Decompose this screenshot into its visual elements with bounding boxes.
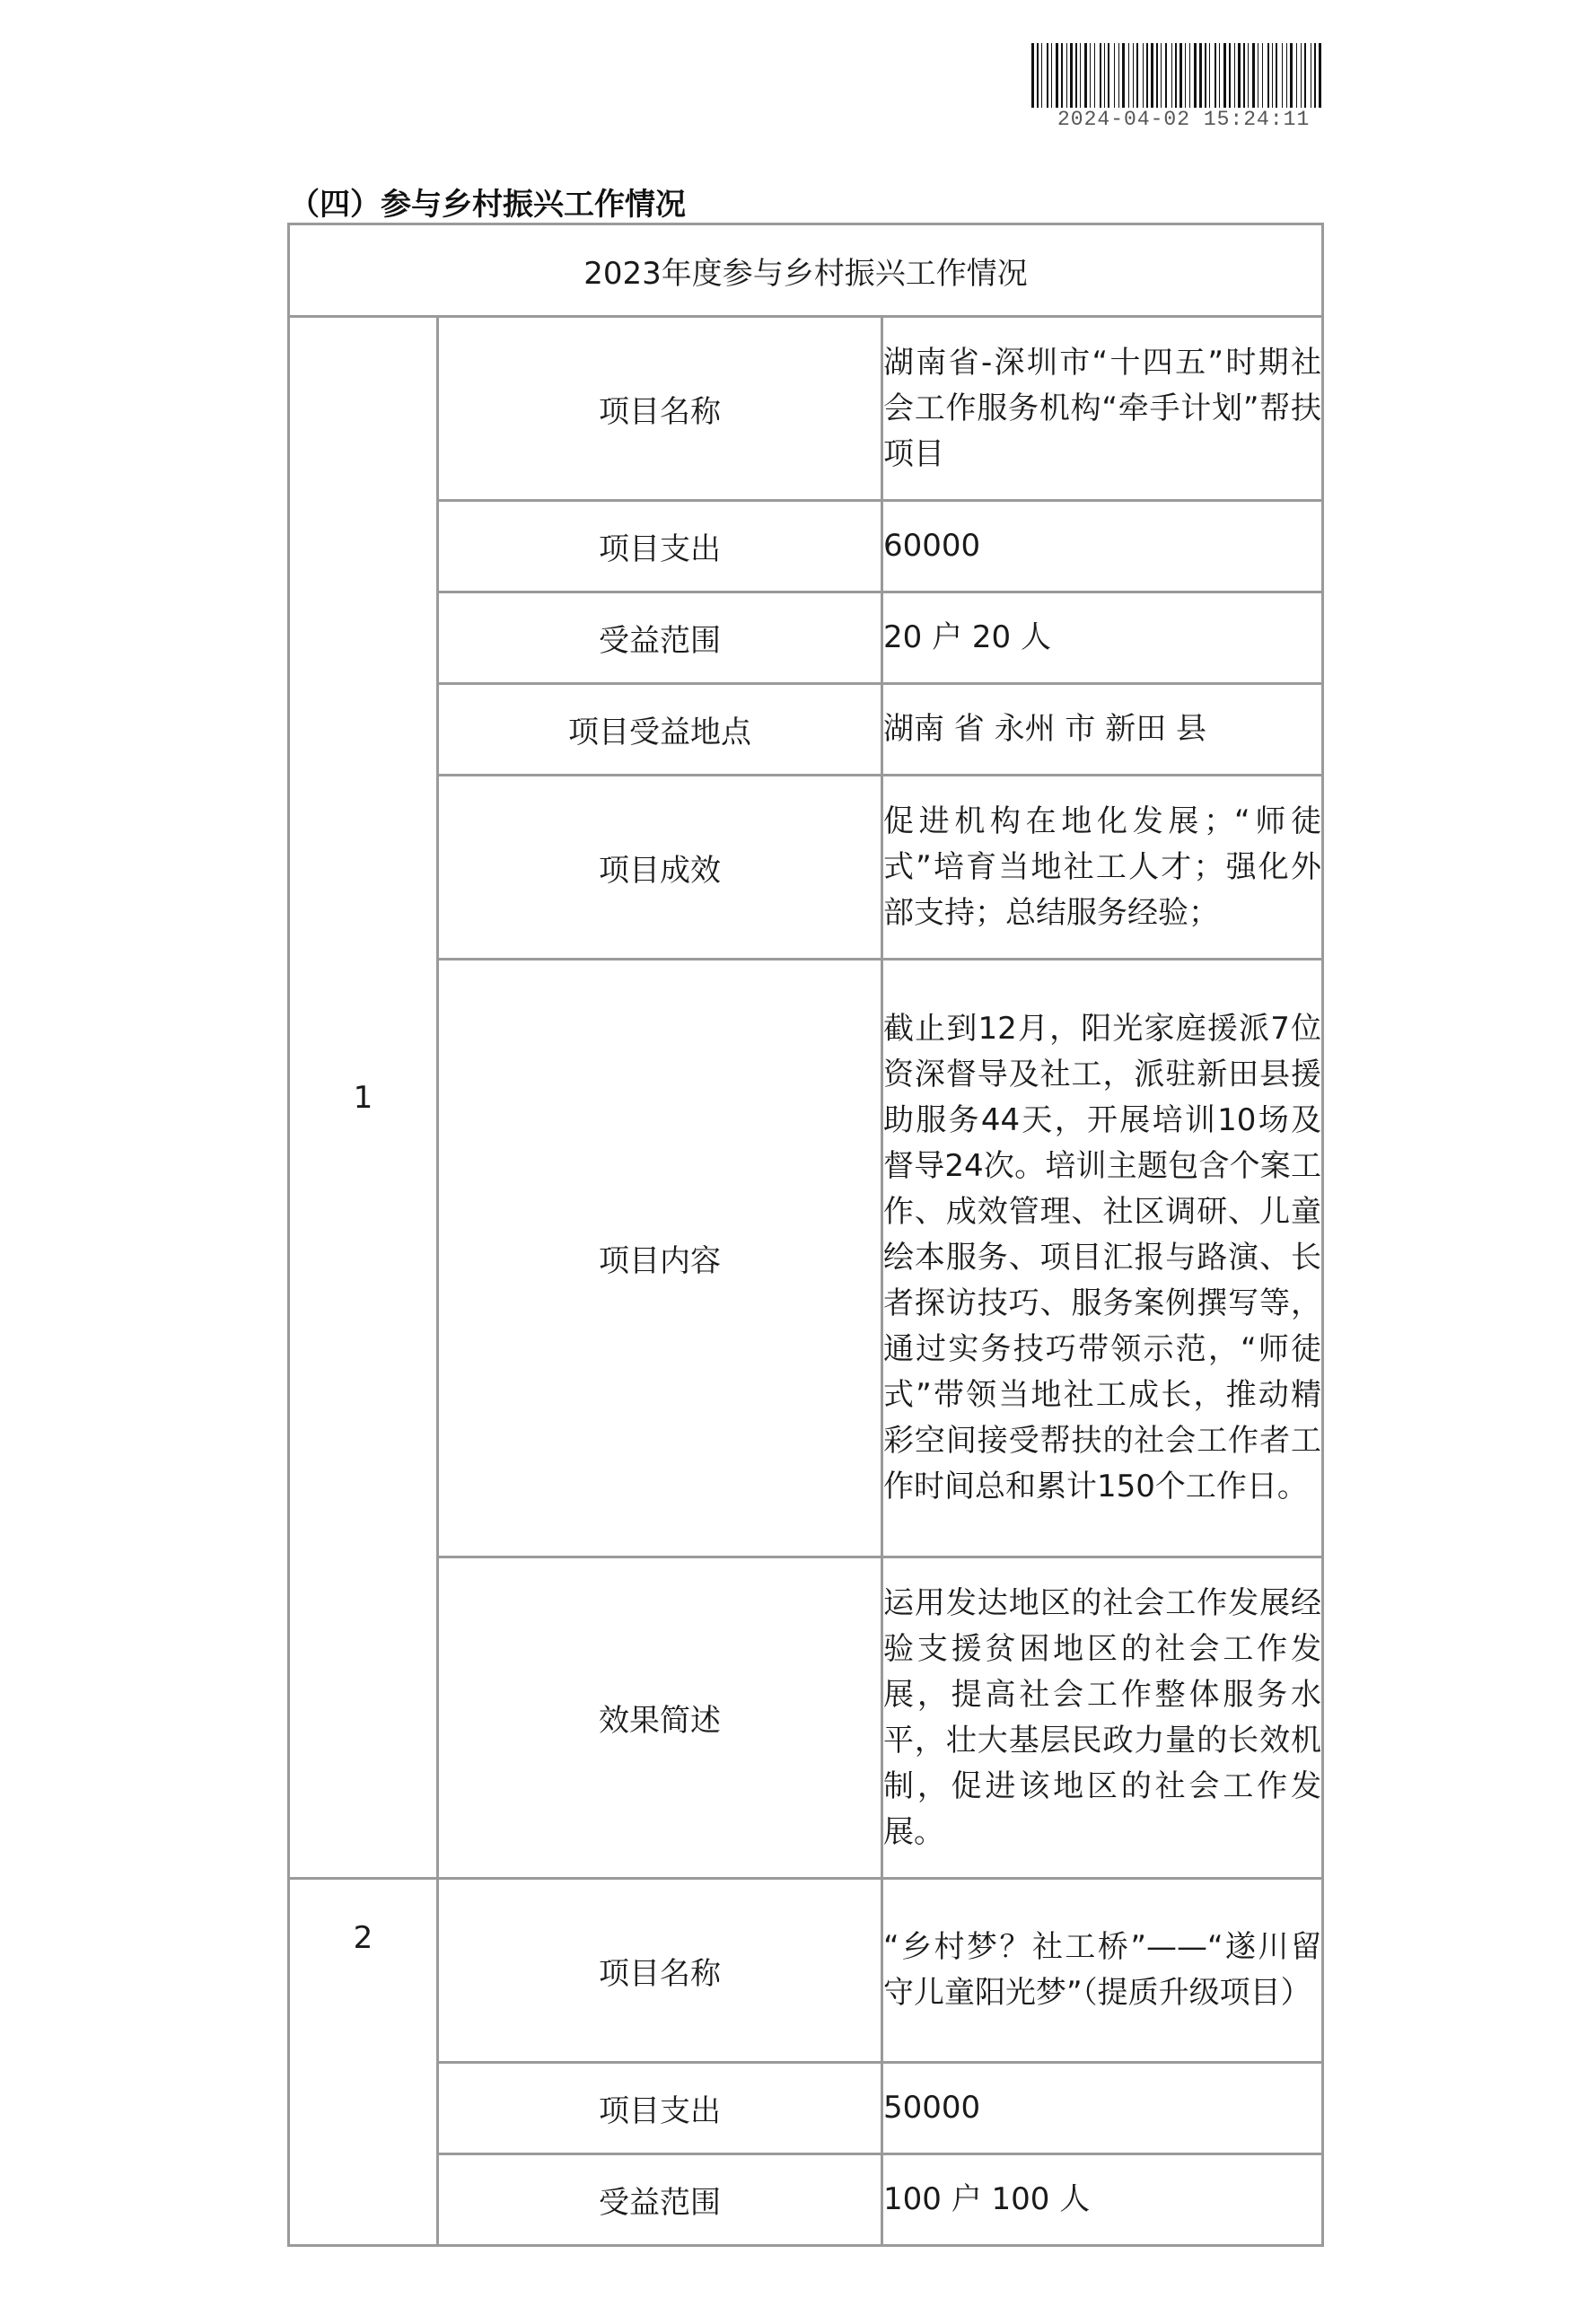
row-value: “乡村梦？社工桥”——“遂川留守儿童阳光梦”（提质升级项目） [882,1879,1323,2063]
row-label: 项目受益地点 [438,684,882,776]
row-label: 项目名称 [438,317,882,501]
row-label: 受益范围 [438,2154,882,2246]
table-row [289,592,1323,684]
row-value: 100 户 100 人 [882,2154,1323,2246]
row-value: 运用发达地区的社会工作发展经验支援贫困地区的社会工作发展，提高社会工作整体服务水平，壮大基层民政力量的长效机制，促进该地区的社会工作发展。 [882,1557,1323,1879]
row-label: 效果简述 [438,1557,882,1879]
table-title: 2023年度参与乡村振兴工作情况 [289,224,1323,317]
table-row [289,2063,1323,2154]
row-value: 湖南 省 永州 市 新田 县 [882,684,1323,776]
rural-revitalization-table [287,223,1324,2247]
row-label: 项目成效 [438,776,882,960]
table-row [289,684,1323,776]
table-header-row [289,224,1323,317]
row-label: 受益范围 [438,592,882,684]
table-row [289,776,1323,960]
table-row [289,1557,1323,1879]
row-value: 湖南省-深圳市“十四五”时期社会工作服务机构“牵手计划”帮扶项目 [882,317,1323,501]
row-value: 20 户 20 人 [882,592,1323,684]
row-value: 50000 [882,2063,1323,2154]
table-row [289,501,1323,592]
row-label: 项目支出 [438,501,882,592]
row-label: 项目内容 [438,960,882,1557]
table-row [289,317,1323,501]
row-label: 项目支出 [438,2063,882,2154]
row-value: 截止到12月，阳光家庭援派7位资深督导及社工，派驻新田县援助服务44天，开展培训10场及督导24次。培训主题包含个案工作、成效管理、社区调研、儿童绘本服务、项目汇报与路演、长者探访技巧、服务案例撰写等，通过实务技巧带领示范，“师徒式”带领当地社工成长，推动精彩空间接受帮扶的社会工作者工作时间总和累计150个工作日。 [882,960,1323,1557]
table-row [289,960,1323,1557]
barcode-image [1031,43,1321,108]
print-timestamp: 2024-04-02 15:24:11 [1057,108,1311,131]
row-label: 项目名称 [438,1879,882,2063]
project-number: 2 [289,1879,438,2246]
row-value: 60000 [882,501,1323,592]
section-title: （四）参与乡村振兴工作情况 [289,187,686,223]
project-number: 1 [289,317,438,1879]
row-value: 促进机构在地化发展；“师徒式”培育当地社工人才；强化外部支持；总结服务经验； [882,776,1323,960]
table-row [289,1879,1323,2063]
table-row [289,2154,1323,2246]
